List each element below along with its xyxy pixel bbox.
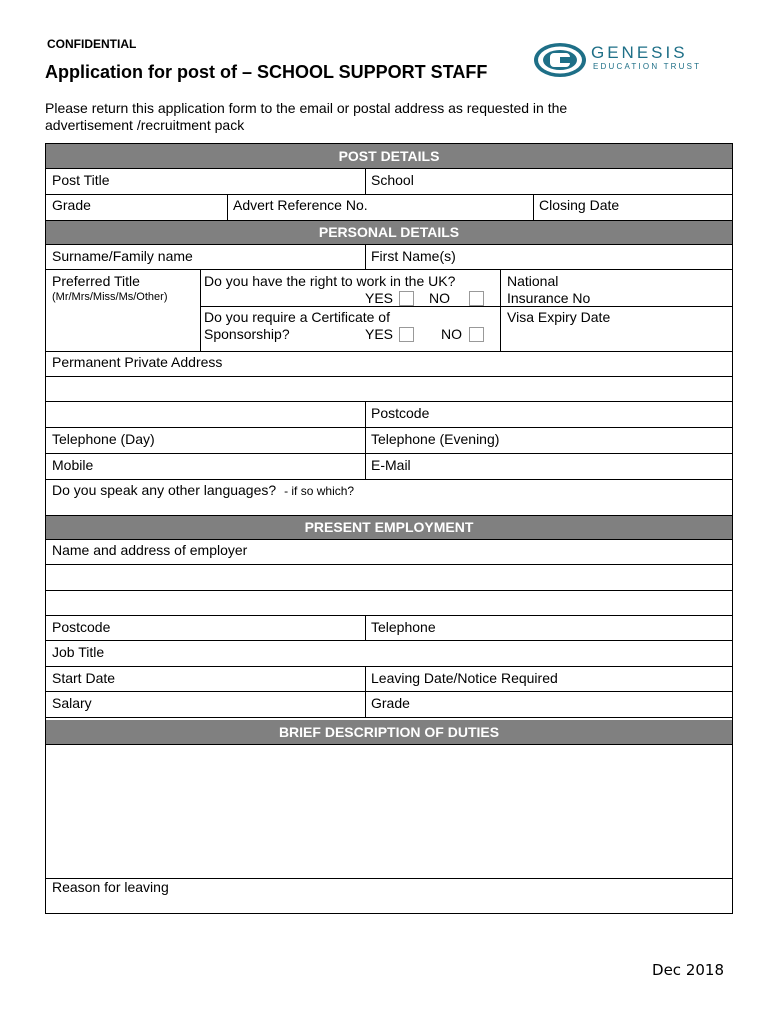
- email-field[interactable]: E-Mail: [371, 457, 411, 473]
- sponsorship-yes-checkbox[interactable]: [399, 327, 414, 342]
- duties-textarea[interactable]: [46, 745, 732, 878]
- closing-date-field[interactable]: Closing Date: [539, 197, 620, 213]
- sponsorship-yes-label: YES: [365, 326, 394, 342]
- reason-for-leaving-field[interactable]: Reason for leaving: [52, 879, 169, 895]
- preferred-title-field[interactable]: Preferred Title: [52, 273, 140, 289]
- ni-label-line1: National: [507, 273, 559, 289]
- logo-subtitle: EDUCATION TRUST: [593, 62, 702, 71]
- school-field[interactable]: School: [371, 172, 414, 188]
- sponsorship-question: Do you require a Certificate of: [204, 309, 390, 325]
- sponsorship-no-label: NO: [441, 326, 462, 342]
- right-to-work-yes-checkbox[interactable]: [399, 291, 414, 306]
- job-title-field[interactable]: Job Title: [52, 644, 105, 660]
- right-to-work-no-label: NO: [429, 290, 450, 306]
- sponsorship-no-checkbox[interactable]: [469, 327, 484, 342]
- languages-hint: - if so which?: [284, 484, 355, 498]
- grade-field[interactable]: Grade: [52, 197, 91, 213]
- languages-question: Do you speak any other languages?: [52, 482, 277, 498]
- application-form: [45, 143, 733, 914]
- employer-postcode-field[interactable]: Postcode: [52, 619, 111, 635]
- address-field[interactable]: Permanent Private Address: [52, 354, 223, 370]
- genesis-logo: [533, 38, 723, 86]
- intro-text: Please return this application form to the email or postal address as requested in the advertisement /recruitment pack: [45, 100, 568, 133]
- employer-telephone-field[interactable]: Telephone: [371, 619, 436, 635]
- post-title-field[interactable]: Post Title: [52, 172, 110, 188]
- languages-field[interactable]: [52, 482, 354, 498]
- advert-reference-field[interactable]: Advert Reference No.: [233, 197, 368, 213]
- sponsorship-question-line2: Sponsorship?: [204, 326, 290, 342]
- right-to-work-no-checkbox[interactable]: [469, 291, 484, 306]
- section-personal-details: PERSONAL DETAILS: [46, 220, 732, 244]
- telephone-evening-field[interactable]: Telephone (Evening): [371, 431, 500, 447]
- right-to-work-yes-label: YES: [365, 290, 394, 306]
- salary-field[interactable]: Salary: [52, 695, 92, 711]
- start-date-field[interactable]: Start Date: [52, 670, 116, 686]
- section-present-employment: PRESENT EMPLOYMENT: [46, 515, 732, 539]
- footer-date: Dec 2018: [652, 961, 724, 979]
- employment-grade-field[interactable]: Grade: [371, 695, 410, 711]
- confidential-label: CONFIDENTIAL: [47, 37, 137, 51]
- mobile-field[interactable]: Mobile: [52, 457, 94, 473]
- section-duties: BRIEF DESCRIPTION OF DUTIES: [46, 720, 732, 744]
- right-to-work-question: Do you have the right to work in the UK?: [204, 273, 456, 289]
- ni-number-field[interactable]: Insurance No: [507, 290, 591, 306]
- postcode-field[interactable]: Postcode: [371, 405, 430, 421]
- title-options-hint: (Mr/Mrs/Miss/Ms/Other): [52, 291, 168, 303]
- telephone-day-field[interactable]: Telephone (Day): [52, 431, 155, 447]
- leaving-date-field[interactable]: Leaving Date/Notice Required: [371, 670, 558, 686]
- logo-wordmark: GENESIS: [591, 43, 688, 62]
- employer-field[interactable]: Name and address of employer: [52, 542, 248, 558]
- surname-field[interactable]: Surname/Family name: [52, 248, 193, 264]
- visa-expiry-field[interactable]: Visa Expiry Date: [507, 309, 611, 325]
- section-post-details: POST DETAILS: [46, 144, 732, 168]
- page-title: Application for post of – SCHOOL SUPPORT STAFF: [45, 62, 488, 82]
- genesis-g-logo-icon: [533, 38, 589, 86]
- first-names-field[interactable]: First Name(s): [371, 248, 456, 264]
